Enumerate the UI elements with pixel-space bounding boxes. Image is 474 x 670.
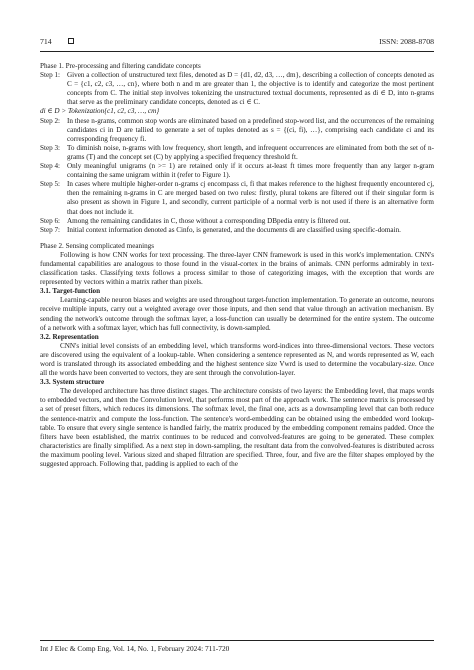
step-text: To diminish noise, n-grams with low frequency, short length, and infrequent occurrences are eliminated from both the set of n-grams (T) and the concept set (C) by applying a specified frequency threshold ft. <box>67 143 434 161</box>
step-text: Among the remaining candidates in C, those without a corresponding DBpedia entry is filtered out. <box>67 216 351 225</box>
page-header <box>40 36 434 48</box>
step-label: Step 3: <box>40 143 61 152</box>
header-square-icon <box>68 38 74 44</box>
phase1-title: Phase 1. Pre-processing and filtering candidate concepts <box>40 62 201 70</box>
step-label: Step 2: <box>40 116 61 125</box>
issn-label: ISSN: 2088-8708 <box>379 37 434 46</box>
phase2-paragraph: Following is how CNN works for text processing. The three-layer CNN framework is used in this work's implementation. CNN's fundamental capabilities are analogous to those found in the visual-cortex in the brains of animals. CNN performs admirably in text-classification tasks. Classifying texts follows a process similar to those of categorizing images, with the exception that words are represented by vectors within a matrix rather than pixels. <box>40 250 434 287</box>
step-text: In these n-grams, common stop words are eliminated based on a predefined stop-word list, and the occurrences of the remaining candidates ci in D are tallied to generate a set of tuples denoted as s = {(ci, fi), …}, comprising each candidate ci and its corresponding frequency fi. <box>67 116 434 143</box>
step-item <box>40 117 434 144</box>
step-label: Step 1: <box>40 71 61 80</box>
page-body <box>40 62 434 469</box>
step-item <box>40 217 434 226</box>
section-paragraph: The developed architecture has three distinct stages. The architecture consists of two layers: the Embedding level, that maps words to embedded vectors, and then the Convolution level, that performs most part of the approach work. The sentence matrix is processed by a set of preset filters, which reduces its dimensions. The softmax level, the final one, acts as a downsampling level that can both reduce the sentence-matrix and compute the loss-function. The sentence's word-embedding can be obtained using the embedded word lookup-table. To ensure that every single sentence is handled fairly, the matrix produced by the embedding component remains padded. Once the filters have been established, the matrix continues to be reduced and convolved-features are going to be generated. These complex characteristics are finally simplified. As a next step in down-sampling, the resultant data from the convolved-features is distributed across the maximum pooling level. Various sized and shaped filtration are specified. Three, four, and five are the filter shapes employed by the suggested approach. Following that, padding is applied to each of the <box>40 387 434 469</box>
section-heading: 3.1. Target-function <box>40 287 101 296</box>
step-item <box>40 71 434 107</box>
equation: di ∈ D > Tokenization{c1, c2, c3, …, cm} <box>40 107 160 116</box>
step-item <box>40 144 434 162</box>
step-text: Given a collection of unstructured text files, denoted as D = {d1, d2, d3, …, dm}, describing a collection of concepts denoted as C = {c1, c2, c3, …, cn}, where both n and m are greater than 1, the objective is to identify and categorize the most pertinent concepts from C. The initial step involves tokenizing the unstructured textual documents, represented as di ∈ D, into n-grams that serve as the preliminary candidate concepts, denoted as ci ∈ C. <box>67 71 434 107</box>
step-text: Only meaningful unigrams (n >= 1) are retained only if it occurs at-least ft times more frequently than any larger n-gram containing the same unigram within it (refer to Figure 1). <box>67 162 434 180</box>
page-number: 714 <box>40 37 52 46</box>
step-label: Step 4: <box>40 162 61 171</box>
section-paragraph: Learning-capable neuron biases and weights are used throughout target-function implementation. To generate an outcome, neurons receive multiple inputs, carry out a weighted average over those inputs, and then send that value through an activation mechanism. By sending the network's outcome through the softmax layer, a loss-function can usually be determined for the entire system. The outcome of a network with a softmax layer, which has full connectivity, is down-sampled. <box>40 296 434 332</box>
footer-citation: Int J Elec & Comp Eng, Vol. 14, No. 1, February 2024: 711-720 <box>40 644 230 653</box>
footer-rule <box>40 640 434 641</box>
section-heading: 3.2. Representation <box>40 332 99 341</box>
section-heading: 3.3. System structure <box>40 378 105 387</box>
step-item <box>40 226 434 235</box>
header-rule <box>40 51 434 52</box>
step-text: In cases where multiple higher-order n-grams cj encompass ci, fi that makes reference to the highest frequently encountered cj, then the remaining n-grams in C are merged based on two rules: firstly, plural tokens are filtered out if their singular form is also present as shown in Figure 1, and secondly, current participle of a normal verb is not used if there is an alternative form that does not include it. <box>67 180 434 216</box>
step-item <box>40 180 434 216</box>
step-text: Initial context information denoted as Cinfo, is generated, and the documents di are classified using specific-domain. <box>67 225 401 234</box>
step-item <box>40 162 434 180</box>
step-label: Step 7: <box>40 225 61 234</box>
spacer <box>40 235 434 242</box>
step-label: Step 5: <box>40 180 61 189</box>
section-paragraph: CNN's initial level consists of an embedding level, which transforms word-indices into three-dimensional vectors. These vectors are discovered using the equivalent of a lookup-table. When considering a sentence represented as N, and words represented as W, each word is translated through its associated embedding and the highest sentence size Vwrd is used to determine the vocabulary-size. Once all the words have been converted to vectors, they are sent through the convolution-layer. <box>40 341 434 378</box>
step-label: Step 6: <box>40 216 61 225</box>
phase2-title: Phase 2. Sensing complicated meanings <box>40 241 155 250</box>
